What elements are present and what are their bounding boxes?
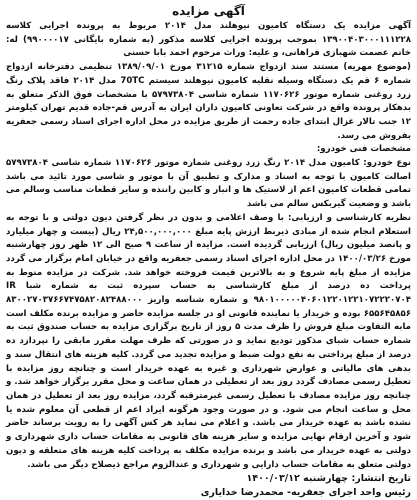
notice-description: (موضوع مهریه) مستند سند ازدواج شماره ۳۱۲۱۵ مورخ ۱۳۸۹/۰۹/۰۱ تنظیمی دفترخانه ازدواج شماره ۶ قم یک دستگاه وسیله نقلیه کامیون نیوهلند سیستم 70TC مدل ۲۰۱۴ فاقد پلاک رنگ زرد روغنی شماره موتور ۱۱۷۰۶۲۶ شماره شاسی ۵۷۹۷۳۸۰۴ با مشخصات فوق الذکر متعلق به بدهکار پرونده واقع در شرکت تعاونی کامیون داران ایران به آدرس قم-جاده قدیم تهران کیلومتر ۱۲ جنب تالار غزال ابتدای جاده رحمت از طریق مزایده در محل اداره اجرای اسناد رسمی جعفریه بفروش می رسد.: [6, 62, 411, 141]
spec-text: نوع خودرو: کامیون مدل ۲۰۱۴ رنگ زرد روغنی شماره موتور ۱۱۷۰۶۲۶ شماره شاسی ۵۷۹۷۳۸۰۴ اصالت کامیون با توجه به اسناد و مدارک و تطبیق آن با موتور و شاسی مورد تائید می باشد تمامی قطعات کامیون اعم از لاستیک ها و انبار و کابین راننده و سایر قطعات مناسب وسالم می باشد و وضعیت گیربکس سالم می باشد: [6, 158, 411, 210]
signature-line: رئیس واحد اجرای جعفریه- محمدرضا خدایاری: [200, 487, 411, 499]
publish-date: تاریخ انتشار: چهارشنبه ۱۴۰۰/۰۳/۱۲: [246, 473, 411, 485]
notice-body: نظریه کارشناسی و ارزیابی: با وصف اعلامی و بدون در نظر گرفتن دیون دولتی و با توجه به استعلام انجام شده از مبادی ذیربط ارزش پایه مبلغ ۲۴,۵۰۰,۰۰۰,۰۰۰ ریال (بیست و چهار میلیارد و پانصد میلیون ریال) ارزیابی گردیده است. مزایده از ساعت ۹ صبح الی ۱۲ ظهر روز چهارشنبه مورخ ۱۴۰۰/۰۳/۲۶ در محل اداره اجرای اسناد رسمی جعفریه واقع در خیابان امام برگزار می گردد مزایده از مبلغ پایه شروع و به بالاترین قیمت فروخته خواهد شد. شرکت در مزایده منوط به پرداخت ده درصد از مبلغ کارشناسی به حساب سپرده ثبت به شماره شبا IR ۹۸۰۱۰۰۰۰۰۴۰۶۰۱۲۲۰۱۲۲۱۰۷۲۲۲۰۷۰۴ و شماره شناسه واریز ۸۳۰۰۲۷۰۳۷۶۶۷۴۷۵۸۲۰۸۲۴۸۸۰۰۰ ۶۵۵۶۴۵۸۵۶ بوده و خریدار یا نماینده قانونی او در جلسه مزایده حاضر و مزایده برنده مکلف است مابه التفاوت مبلغ فروش را ظرف مدت ۵ روز از تاریخ برگزاری مزایده به حساب صندوق ثبت به شماره حساب شبای مذکور تودیع نماید و در صورتی که ظرف مهلت مقرر مابقی را نپردازد ده درصد از مبلغ پرداختی به نفع دولت ضبط و مزایده تجدید می گردد. کلیه هزینه های انتقال سند و بدهی های مالیاتی و عوارض شهرداری و غیره به عهده خریدار است و چنانچه روز مزایده با تعطیل رسمی مصادف گردد روز بعد از تعطیلی در همان ساعت و محل مقرر برگزار خواهد شد. و چنانچه روز مزایده مصادف با تعطیل رسمی غیرمترقبه گردد، مزایده روز بعد از تعطیل در همان محل و ساعت انجام می شود. و در صورت وجود هرگونه ایراد اعم از قطعی آن معلوم شده یا نشده باشد به عهده خریدار می باشد. و اعلام می نماید هر کس آگهی را به رویت برساند حاضر شود و آخرین ارقام نهایی مزایده و سایر هزینه های قانونی به مقامات حساب داری شهرداری و دولتی به عهده خریدار می باشد و برنده مزایده مکلف به پرداخت کلیه هزینه های متعلقه و دیون دولتی متعلق به مقامات حساب دارایی و شهرداری و عندالزوم مراجع ذیصلاح دیگر می باشد.: [6, 212, 412, 470]
notice-intro: آگهی مزایده یک دستگاه کامیون نیوهلند مدل ۲۰۱۴ مربوط به پرونده اجرایی کلاسه ۱۳۹۰۰۴۰۳۰۰۰۱۱۱۲۲۸ بموجب پرونده اجرایی کلاسه مذکور (به شماره بایگانی ۹۹۰۰۰۰۱۷) له: خانم عصمت شهبازی فراهانی، و علیه: وراث مرحوم احمد بابا حسنی: [6, 21, 411, 59]
notice-title: آگهی مزایده: [172, 4, 245, 18]
spec-heading: مشخصات فنی خودرو:: [316, 144, 411, 155]
